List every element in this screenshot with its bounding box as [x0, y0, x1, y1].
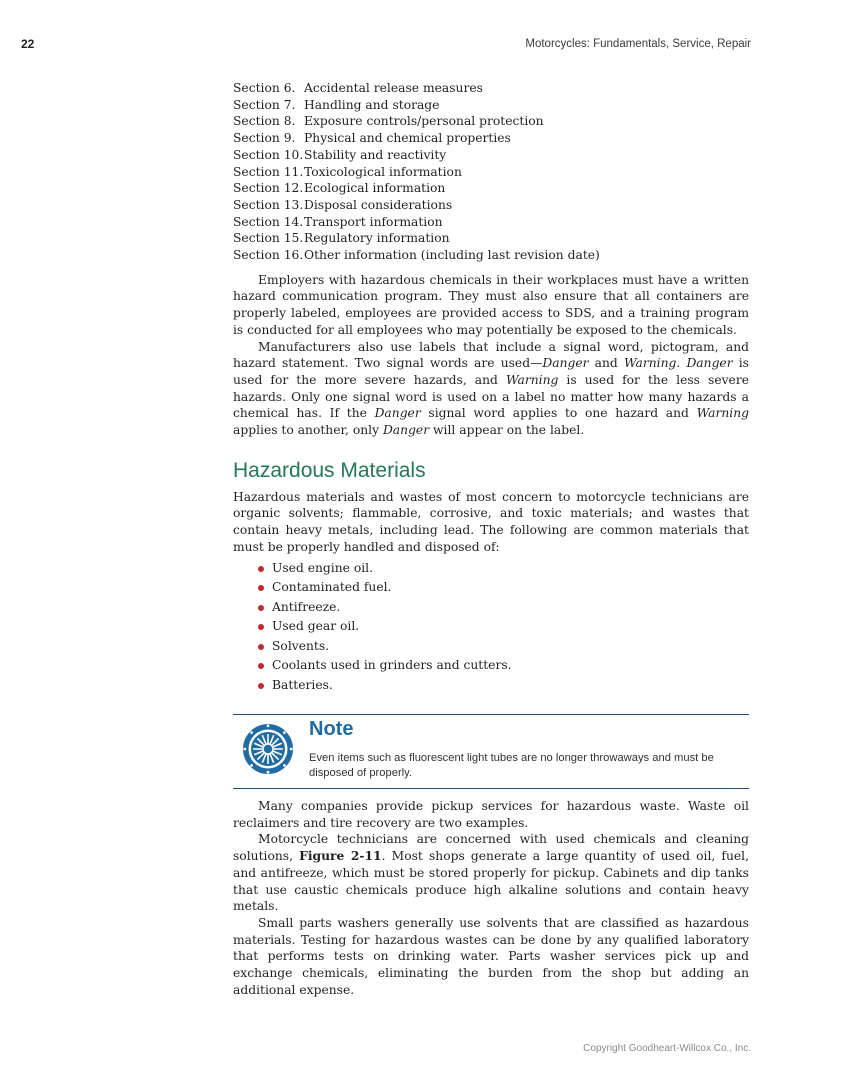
paragraph-employers: Employers with hazardous chemicals in their workplaces must have a written hazard communication program. They must also ensure that all containers are properly labeled, employees are provided access to SDS, and a training program is conducted for all employees who may potentially be exposed to the chemicals.: [233, 272, 749, 337]
page-content: [233, 80, 749, 999]
copyright-footer: Copyright Goodheart-Willcox Co., Inc.: [583, 1043, 751, 1054]
section-title: Transport information: [304, 214, 443, 229]
section-title: Toxicological information: [304, 164, 462, 179]
text-run: Motorcycle technicians are concerned with used chemicals and cleaning solutions,: [233, 832, 749, 864]
section-title: Regulatory information: [304, 231, 450, 246]
text-run: is used for the less severe hazards. Only one signal word is used on a label no matter how many hazards a chemical has. If the: [233, 372, 749, 421]
paragraph-signal-words: [233, 339, 749, 439]
sds-section-item: [233, 247, 749, 264]
figure-reference: Figure 2-11: [299, 848, 382, 864]
emphasis-warning: Warning: [623, 356, 677, 371]
section-number: Section 16.: [233, 248, 304, 263]
sds-section-item: [233, 180, 749, 197]
sds-section-item: [233, 80, 749, 97]
section-title: Other information (including last revision date): [304, 248, 600, 263]
section-title: Stability and reactivity: [304, 147, 447, 162]
list-item: Used engine oil.: [233, 559, 749, 579]
section-number: Section 14.: [233, 214, 304, 229]
paragraph-technicians: [233, 831, 749, 915]
section-heading-hazardous-materials: Hazardous Materials: [233, 458, 426, 482]
sds-section-list: [233, 80, 749, 264]
text-run: applies to another, only: [233, 423, 383, 438]
note-text: Even items such as fluorescent light tubes are no longer throwaways and must be disposed of properly.: [309, 752, 714, 780]
emphasis-danger: Danger: [686, 356, 733, 371]
text-run: .: [676, 356, 687, 371]
section-title: Accidental release measures: [304, 81, 483, 95]
section-number: Section 13.: [233, 197, 304, 212]
text-run: signal word applies to one hazard and: [420, 406, 697, 421]
running-head: Motorcycles: Fundamentals, Service, Repair: [525, 38, 751, 50]
sds-section-item: [233, 164, 749, 181]
section-title: Physical and chemical properties: [304, 131, 511, 146]
page-number: 22: [21, 37, 35, 51]
text-run: and: [588, 356, 624, 371]
paragraph-parts-washers: Small parts washers generally use solvents that are classified as hazardous materials. Testing for hazardous wastes can be done by any qualified laboratory that performs tests on drinking water. Parts washer services pick up and exchange chemicals, eliminating the burden from the shop but adding an additional expense.: [233, 916, 749, 997]
note-title: Note: [309, 718, 354, 741]
emphasis-danger: Danger: [542, 356, 589, 371]
emphasis-danger: Danger: [374, 406, 421, 421]
section-number: Section 15.: [233, 231, 304, 246]
section-number: Section 12.: [233, 181, 304, 196]
paragraph-hazardous-materials: Hazardous materials and wastes of most concern to motorcycle technicians are organic solvents; flammable, corrosive, and toxic materials; and wastes that contain heavy metals, including lead. The following are common materials that must be properly handled and disposed of:: [233, 489, 749, 554]
sds-section-item: [233, 97, 749, 114]
sds-section-item: [233, 147, 749, 164]
wheel-icon: [242, 723, 294, 775]
emphasis-danger: Danger: [382, 423, 430, 438]
list-item: Solvents.: [233, 637, 749, 657]
text-run: is used for the more severe hazards, and: [233, 356, 749, 387]
list-item: Antifreeze.: [233, 598, 749, 618]
section-title: Exposure controls/personal protection: [304, 114, 544, 129]
section-title: Disposal considerations: [304, 197, 453, 212]
section-number: Section 10.: [233, 147, 304, 162]
list-item: Coolants used in grinders and cutters.: [233, 656, 749, 676]
hazardous-materials-list: [233, 559, 749, 696]
section-number: Section 6.: [233, 81, 296, 95]
sds-section-item: [233, 230, 749, 247]
section-number: Section 7.: [233, 97, 296, 112]
section-title: Ecological information: [304, 181, 446, 196]
section-number: Section 11.: [233, 164, 304, 179]
text-run: Manufacturers also use labels that include a signal word, pictogram, and hazard statement. Two signal words are used—: [233, 339, 749, 371]
list-item: Contaminated fuel.: [233, 578, 749, 598]
paragraph-pickup-services: Many companies provide pickup services for hazardous waste. Waste oil reclaimers and tire recovery are two examples.: [233, 799, 749, 830]
text-run: . Most shops generate a large quantity of used oil, fuel, and antifreeze, which must be stored properly for pickup. Cabinets and dip tanks that use caustic chemicals produce high alkaline solutions and contain heavy metals.: [233, 849, 749, 914]
emphasis-warning: Warning: [696, 406, 749, 421]
sds-section-item: [233, 130, 749, 147]
list-item: Used gear oil.: [233, 617, 749, 637]
note-box: [233, 714, 749, 789]
emphasis-warning: Warning: [505, 372, 559, 387]
section-number: Section 8.: [233, 114, 296, 129]
section-title: Handling and storage: [304, 97, 440, 112]
section-number: Section 9.: [233, 131, 296, 146]
sds-section-item: [233, 214, 749, 231]
list-item: Batteries.: [233, 676, 749, 696]
text-run: will appear on the label.: [429, 423, 585, 438]
sds-section-item: [233, 197, 749, 214]
sds-section-item: [233, 113, 749, 130]
